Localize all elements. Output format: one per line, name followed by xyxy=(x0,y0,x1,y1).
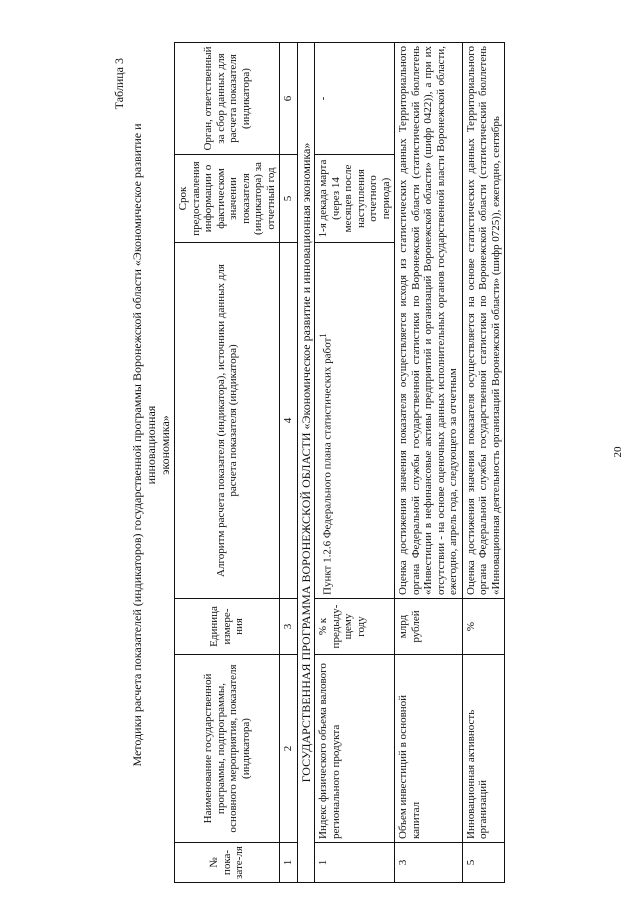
column-number: 4 xyxy=(280,243,298,599)
header-organ: Орган, ответственный за сбор данных для расчета показателя (индикатора) xyxy=(175,43,280,155)
organ-cell: - xyxy=(315,43,395,155)
column-number: 5 xyxy=(280,155,298,243)
indicator-name: Инновационная активность организаций xyxy=(462,655,505,843)
header-algorithm: Алгоритм расчета показателя (индикатора), источники данных для расчета показателя (индикатора) xyxy=(175,243,280,599)
column-number: 1 xyxy=(280,843,298,883)
unit-cell: % xyxy=(462,599,505,655)
column-number: 3 xyxy=(280,599,298,655)
page-number: 20 xyxy=(612,446,624,458)
indicator-table xyxy=(174,42,505,883)
row-number: 3 xyxy=(395,843,463,883)
indicator-name: Индекс физического объема валового регионального продукта xyxy=(315,655,395,843)
algorithm-text: Пункт 1.2.6 Федерального плана статистических работ xyxy=(321,337,334,595)
title-line-2: экономика» xyxy=(158,415,172,475)
deadline-cell: 1-я декада марта (через 14 месяцев после наступления отчетного периода) xyxy=(315,155,395,243)
column-number: 6 xyxy=(280,43,298,155)
algorithm-cell xyxy=(315,243,395,599)
algorithm-cell: Оценка достижения значения показателя осуществляется на основе статистических данных Территориального органа Федеральной службы государственной статистики по Воронежской области (статистический бюллетень «Инновационная деятельность организаций Воронежской области» (шифр 0725)), ежегодно, сентябрь xyxy=(462,43,505,599)
header-row xyxy=(175,43,280,883)
unit-cell: % к предыду-щему году xyxy=(315,599,395,655)
footnote-marker: 1 xyxy=(318,333,328,338)
column-number-row xyxy=(280,43,298,883)
section-row xyxy=(297,43,315,883)
header-deadline: Срок предоставления информации о фактическом значении показателя (индикатора) за отчетный год xyxy=(175,155,280,243)
table-row xyxy=(462,43,505,883)
document-title xyxy=(130,105,172,785)
indicator-name: Объем инвестиций в основной капитал xyxy=(395,655,463,843)
header-number: № пока-зате-ля xyxy=(175,843,280,883)
column-number: 2 xyxy=(280,655,298,843)
row-number: 5 xyxy=(462,843,505,883)
section-title: ГОСУДАРСТВЕННАЯ ПРОГРАММА ВОРОНЕЖСКОЙ ОБЛАСТИ «Экономическое развитие и инновационная экономика» xyxy=(297,43,315,883)
header-name: Наименование государственной программы, подпрограммы, основного мероприятия, показателя (индикатора) xyxy=(175,655,280,843)
table-row xyxy=(315,43,395,883)
unit-cell: млрд рублей xyxy=(395,599,463,655)
title-line-1: Методики расчета показателей (индикаторов) государственной программы Воронежской области «Экономическое развитие и инновационная xyxy=(130,123,158,767)
algorithm-cell: Оценка достижения значения показателя осуществляется исходя из статистических данных Территориального органа Федеральной службы государственной статистики по Воронежской области (статистический бюллетень «Инвестиции в нефинансовые активы предприятий и организаций Воронежской области» (шифр 0422)), а при их отсутствии - на основе оценочных данных исполнительных органов государственной власти Воронежской области, ежегодно, апрель года, следующего за отчетным xyxy=(395,43,463,599)
table-row xyxy=(395,43,463,883)
header-unit: Единица измере-ния xyxy=(175,599,280,655)
table-label: Таблица 3 xyxy=(112,58,126,110)
row-number: 1 xyxy=(315,843,395,883)
